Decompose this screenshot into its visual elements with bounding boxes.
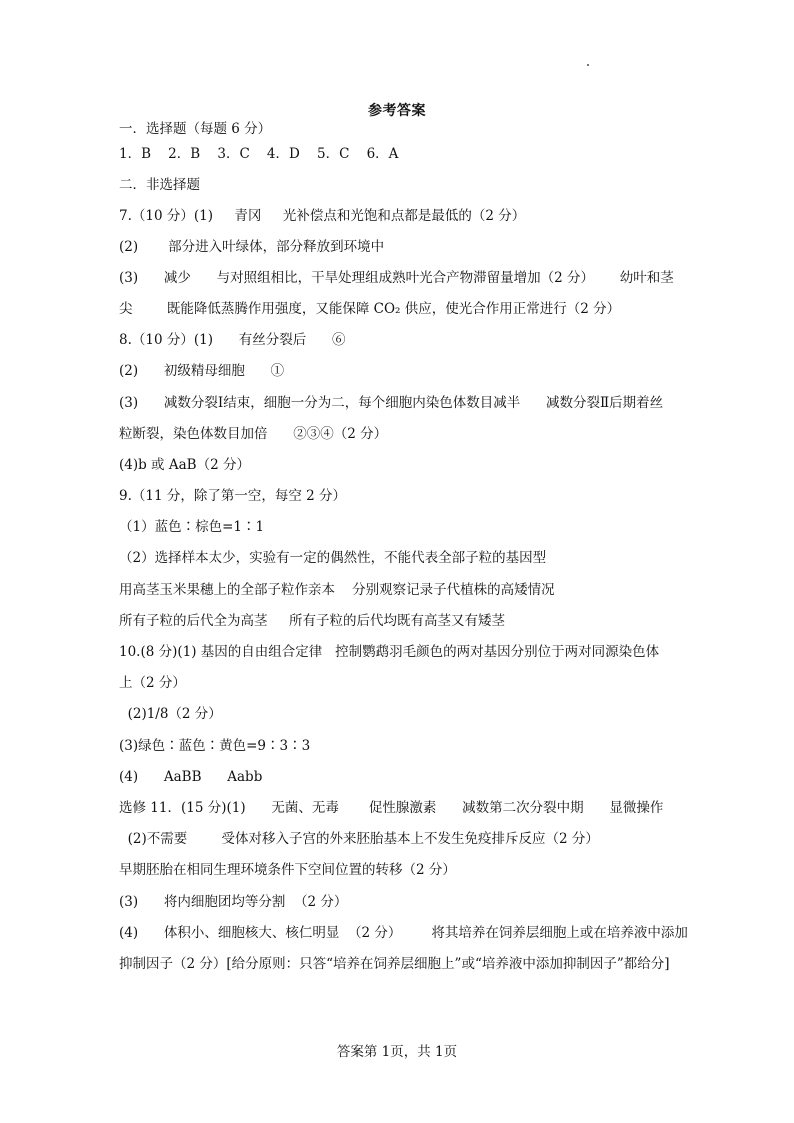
section-heading-non-choice: 二．非选择题: [119, 177, 200, 193]
answer-line: 7.（10 分）(1) 青冈 光补偿点和光饱和点都是最低的（2 分）: [119, 208, 526, 224]
answer-line: 1．B 2．B 3．C 4．D 5．C 6．A: [119, 146, 399, 162]
answer-line: 尖 既能降低蒸腾作用强度，又能保障 CO₂ 供应，使光合作用正常进行（2 分）: [119, 301, 621, 317]
answer-line: 所有子粒的后代全为高茎 所有子粒的后代均既有高茎又有矮茎: [119, 613, 505, 629]
answer-line: (2) 初级精母细胞 ①: [119, 363, 285, 379]
answer-line: (4)b 或 AaB（2 分）: [119, 457, 250, 473]
answer-line: (3) 减数分裂Ⅰ结束，细胞一分为二，每个细胞内染色体数目减半 减数分裂Ⅱ后期着丝: [119, 395, 664, 411]
scan-dot-mark: [587, 64, 589, 66]
answer-line: 粒断裂，染色体数目加倍 ②③④（2 分）: [119, 426, 388, 442]
answer-line: 上（2 分）: [119, 675, 186, 691]
answer-line: 抑制因子（2 分）[给分原则：只答“培养在饲养层细胞上”或“培养液中添加抑制因子”都给分]: [119, 956, 670, 972]
answer-line: (2)不需要 受体对移入子宫的外来胚胎基本上不发生免疫排斥反应（2 分）: [119, 831, 599, 847]
answer-line: （1）蓝色∶棕色=1∶1: [119, 519, 265, 535]
answer-line: (4) AaBB Aabb: [119, 769, 263, 785]
answer-line: (4) 体积小、细胞核大、核仁明显 （2 分） 将其培养在饲养层细胞上或在培养液中添加: [119, 925, 688, 941]
answer-line: （2）选择样本太少，实验有一定的偶然性，不能代表全部子粒的基因型: [119, 550, 547, 566]
answer-line: 10.(8 分)(1) 基因的自由组合定律 控制鹦鹉羽毛颜色的两对基因分别位于两对同源染色体: [119, 644, 660, 660]
answer-line: (3)绿色∶蓝色∶黄色=9∶3∶3: [119, 738, 311, 754]
answer-line: (2) 部分进入叶绿体，部分释放到环境中: [119, 239, 385, 255]
section-heading-multiple-choice: 一．选择题（每题 6 分）: [119, 121, 272, 137]
answer-line: 用高茎玉米果穗上的全部子粒作亲本 分别观察记录子代植株的高矮情况: [119, 582, 555, 598]
answer-line: 早期胚胎在相同生理环境条件下空间位置的转移（2 分）: [119, 862, 456, 878]
answer-line: 8.（10 分）(1) 有丝分裂后 ⑥: [119, 332, 346, 348]
page-title: 参考答案: [368, 103, 426, 119]
page-footer: 答案第 1页，共 1页: [336, 1044, 458, 1060]
answer-line: (3) 将内细胞团均等分割 （2 分）: [119, 894, 348, 910]
answer-line: (3) 减少 与对照组相比，干旱处理组成熟叶光合产物滞留量增加（2 分） 幼叶和茎: [119, 270, 674, 286]
answer-line: 9.（11 分，除了第一空，每空 2 分）: [119, 488, 347, 504]
answer-line: (2)1/8（2 分）: [119, 706, 222, 722]
answer-line: 选修 11．(15 分)(1) 无菌、无毒 促性腺激素 减数第二次分裂中期 显微操作: [119, 800, 664, 816]
